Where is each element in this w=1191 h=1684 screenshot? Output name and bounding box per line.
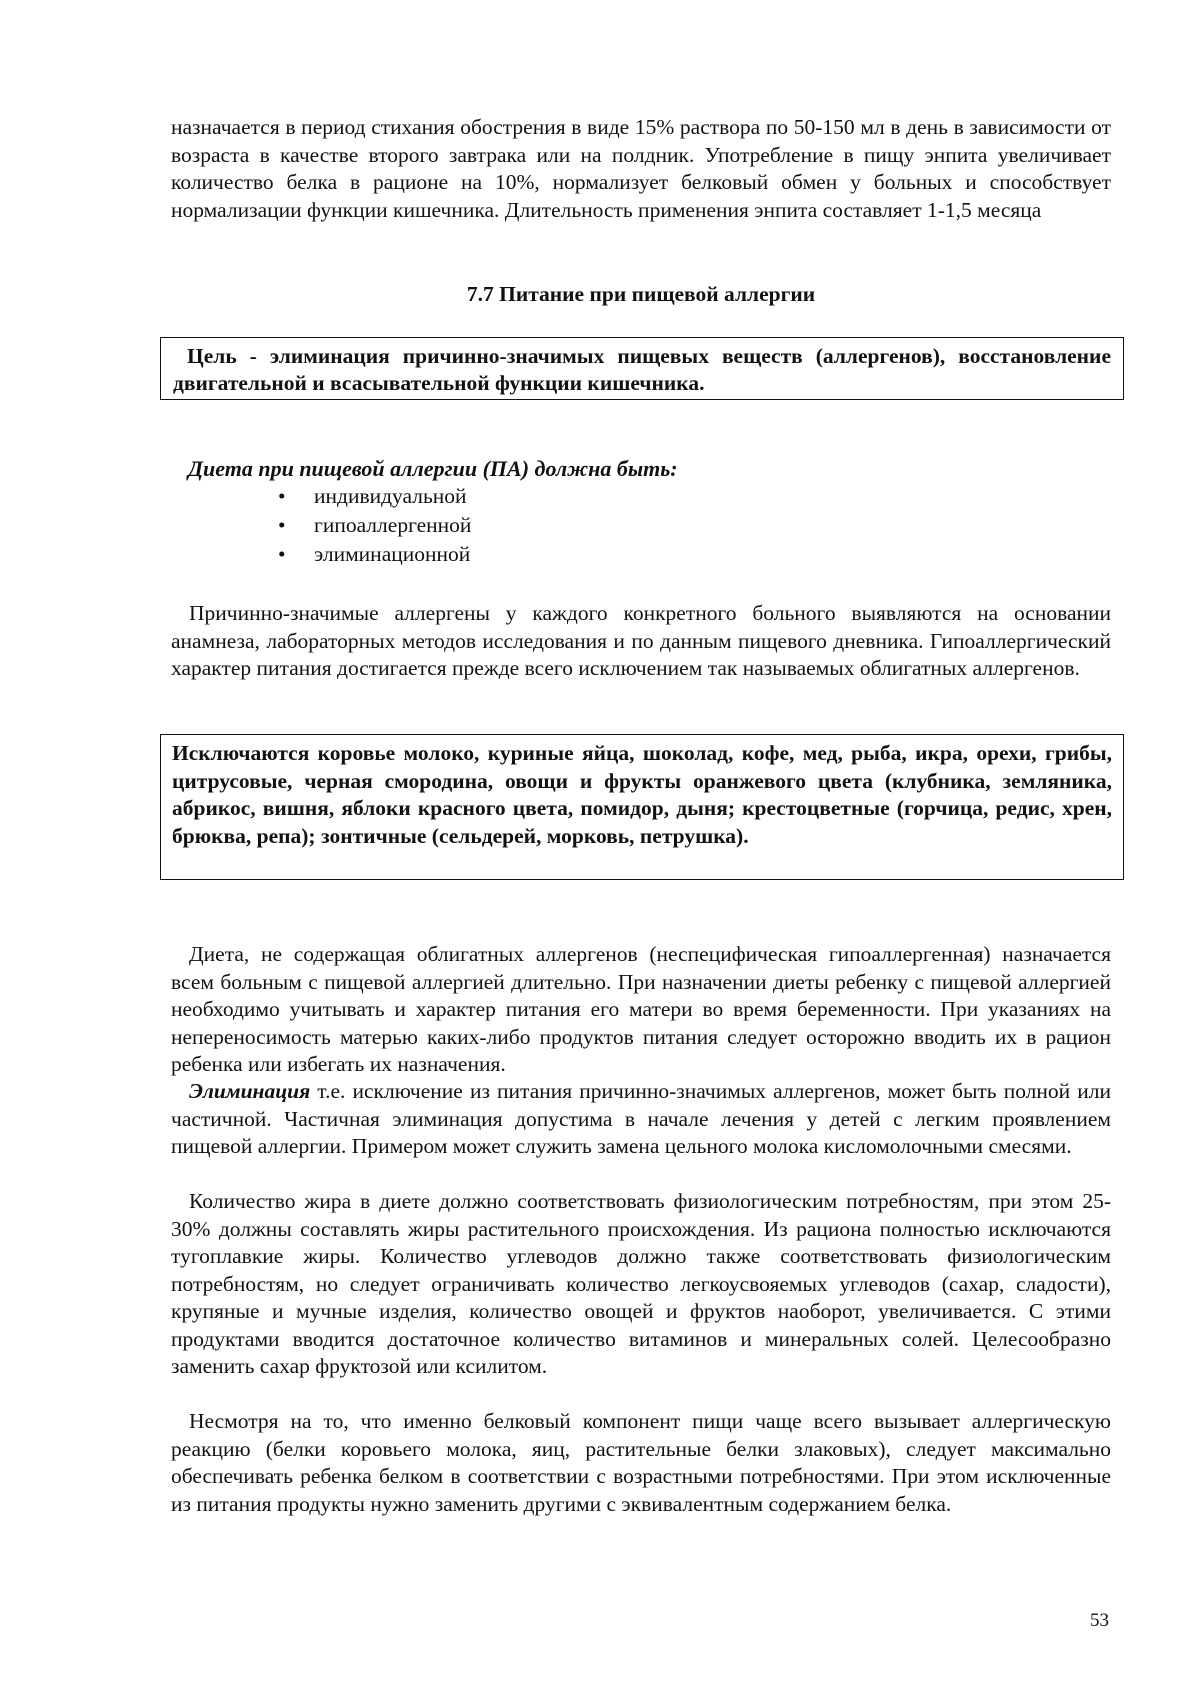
- bullet-icon: •: [278, 513, 286, 537]
- list-item-label: элиминационной: [314, 542, 471, 566]
- intro-paragraph: назначается в период стихания обострения в виде 15% раствора по 50-150 мл в день в зависимости от возраста в качестве второго завтрака или на полдник. Употребление в пищу энпита увеличивает количество белка в рационе на 10%, нормализует белковый обмен у больных и способствует нормализации функции кишечника. Длительность применения энпита составляет 1-1,5 месяца: [171, 115, 1111, 222]
- excluded-foods-box: [160, 734, 1124, 880]
- list-item: [278, 511, 471, 540]
- list-item: [278, 482, 471, 511]
- protein-paragraph: Несмотря на то, что именно белковый компонент пищи чаще всего вызывает аллергическую реакцию (белки коровьего молока, яиц, растительные белки злаковых), следует максимально обеспечивать ребенка белком в соответствии с возрастными потребностями. При этом исключенные из питания продукты нужно заменить другими с эквивалентным содержанием белка.: [171, 1409, 1111, 1516]
- bullet-icon: •: [278, 542, 286, 566]
- diet-title: Диета при пищевой аллергии (ПА) должна быть:: [188, 456, 678, 481]
- list-item-label: гипоаллергенной: [314, 513, 472, 537]
- goal-text: Цель - элиминация причинно-значимых пищевых веществ (аллергенов), восстановление двигательной и всасывательной функции кишечника.: [173, 344, 1111, 395]
- page-number: 53: [1090, 1610, 1109, 1631]
- list-item-label: индивидуальной: [314, 484, 467, 508]
- excluded-foods-text: Исключаются коровье молоко, куриные яйца, шоколад, кофе, мед, рыба, икра, орехи, грибы, цитрусовые, черная смородина, овощи и фрукты оранжевого цвета (клубника, земляника, абрикос, вишня, яблоки красного цвета, помидор, дыня; крестоцветные (горчица, редис, хрен, брюква, репа); зонтичные (сельдерей, морковь, петрушка).: [172, 741, 1112, 848]
- section-heading: 7.7 Питание при пищевой аллергии: [466, 282, 816, 306]
- goal-box: [160, 337, 1124, 400]
- fat-paragraph: Количество жира в диете должно соответствовать физиологическим потребностям, при этом 25-30% должны составлять жиры растительного происхождения. Из рациона полностью исключаются тугоплавкие жиры. Количество углеводов должно также соответствовать физиологическим потребностям, но следует ограничивать количество легкоусвояемых углеводов (сахар, сладости), крупяные и мучные изделия, количество овощей и фруктов наоборот, увеличивается. С этими продуктами вводится достаточное количество витаминов и минеральных солей. Целесообразно заменить сахар фруктозой или ксилитом.: [171, 1189, 1111, 1378]
- elimination-text: т.е. исключение из питания причинно-значимых аллергенов, может быть полной или частичной. Частичная элиминация допустима в начале лечения у детей с легким проявлением пищевой аллергии. Примером может служить замена цельного молока кисломолочными смесями.: [171, 1079, 1111, 1158]
- diet-paragraph: Диета, не содержащая облигатных аллергенов (неспецифическая гипоаллергенная) назначается всем больным с пищевой аллергией длительно. При назначении диеты ребенку с пищевой аллергией необходимо учитывать и характер питания его матери во время беременности. При указаниях на непереносимость матерью каких-либо продуктов питания следует осторожно вводить их в рацион ребенка или избегать их назначения.: [171, 942, 1111, 1076]
- list-item: [278, 540, 471, 569]
- allergens-paragraph: Причинно-значимые аллергены у каждого конкретного больного выявляются на основании анамнеза, лабораторных методов исследования и по данным пищевого дневника. Гипоаллергический характер питания достигается прежде всего исключением так называемых облигатных аллергенов.: [171, 601, 1111, 680]
- bullet-icon: •: [278, 484, 286, 508]
- elimination-term: Элиминация: [189, 1079, 311, 1103]
- elimination-paragraph: [171, 1078, 1111, 1161]
- diet-list: [278, 482, 471, 569]
